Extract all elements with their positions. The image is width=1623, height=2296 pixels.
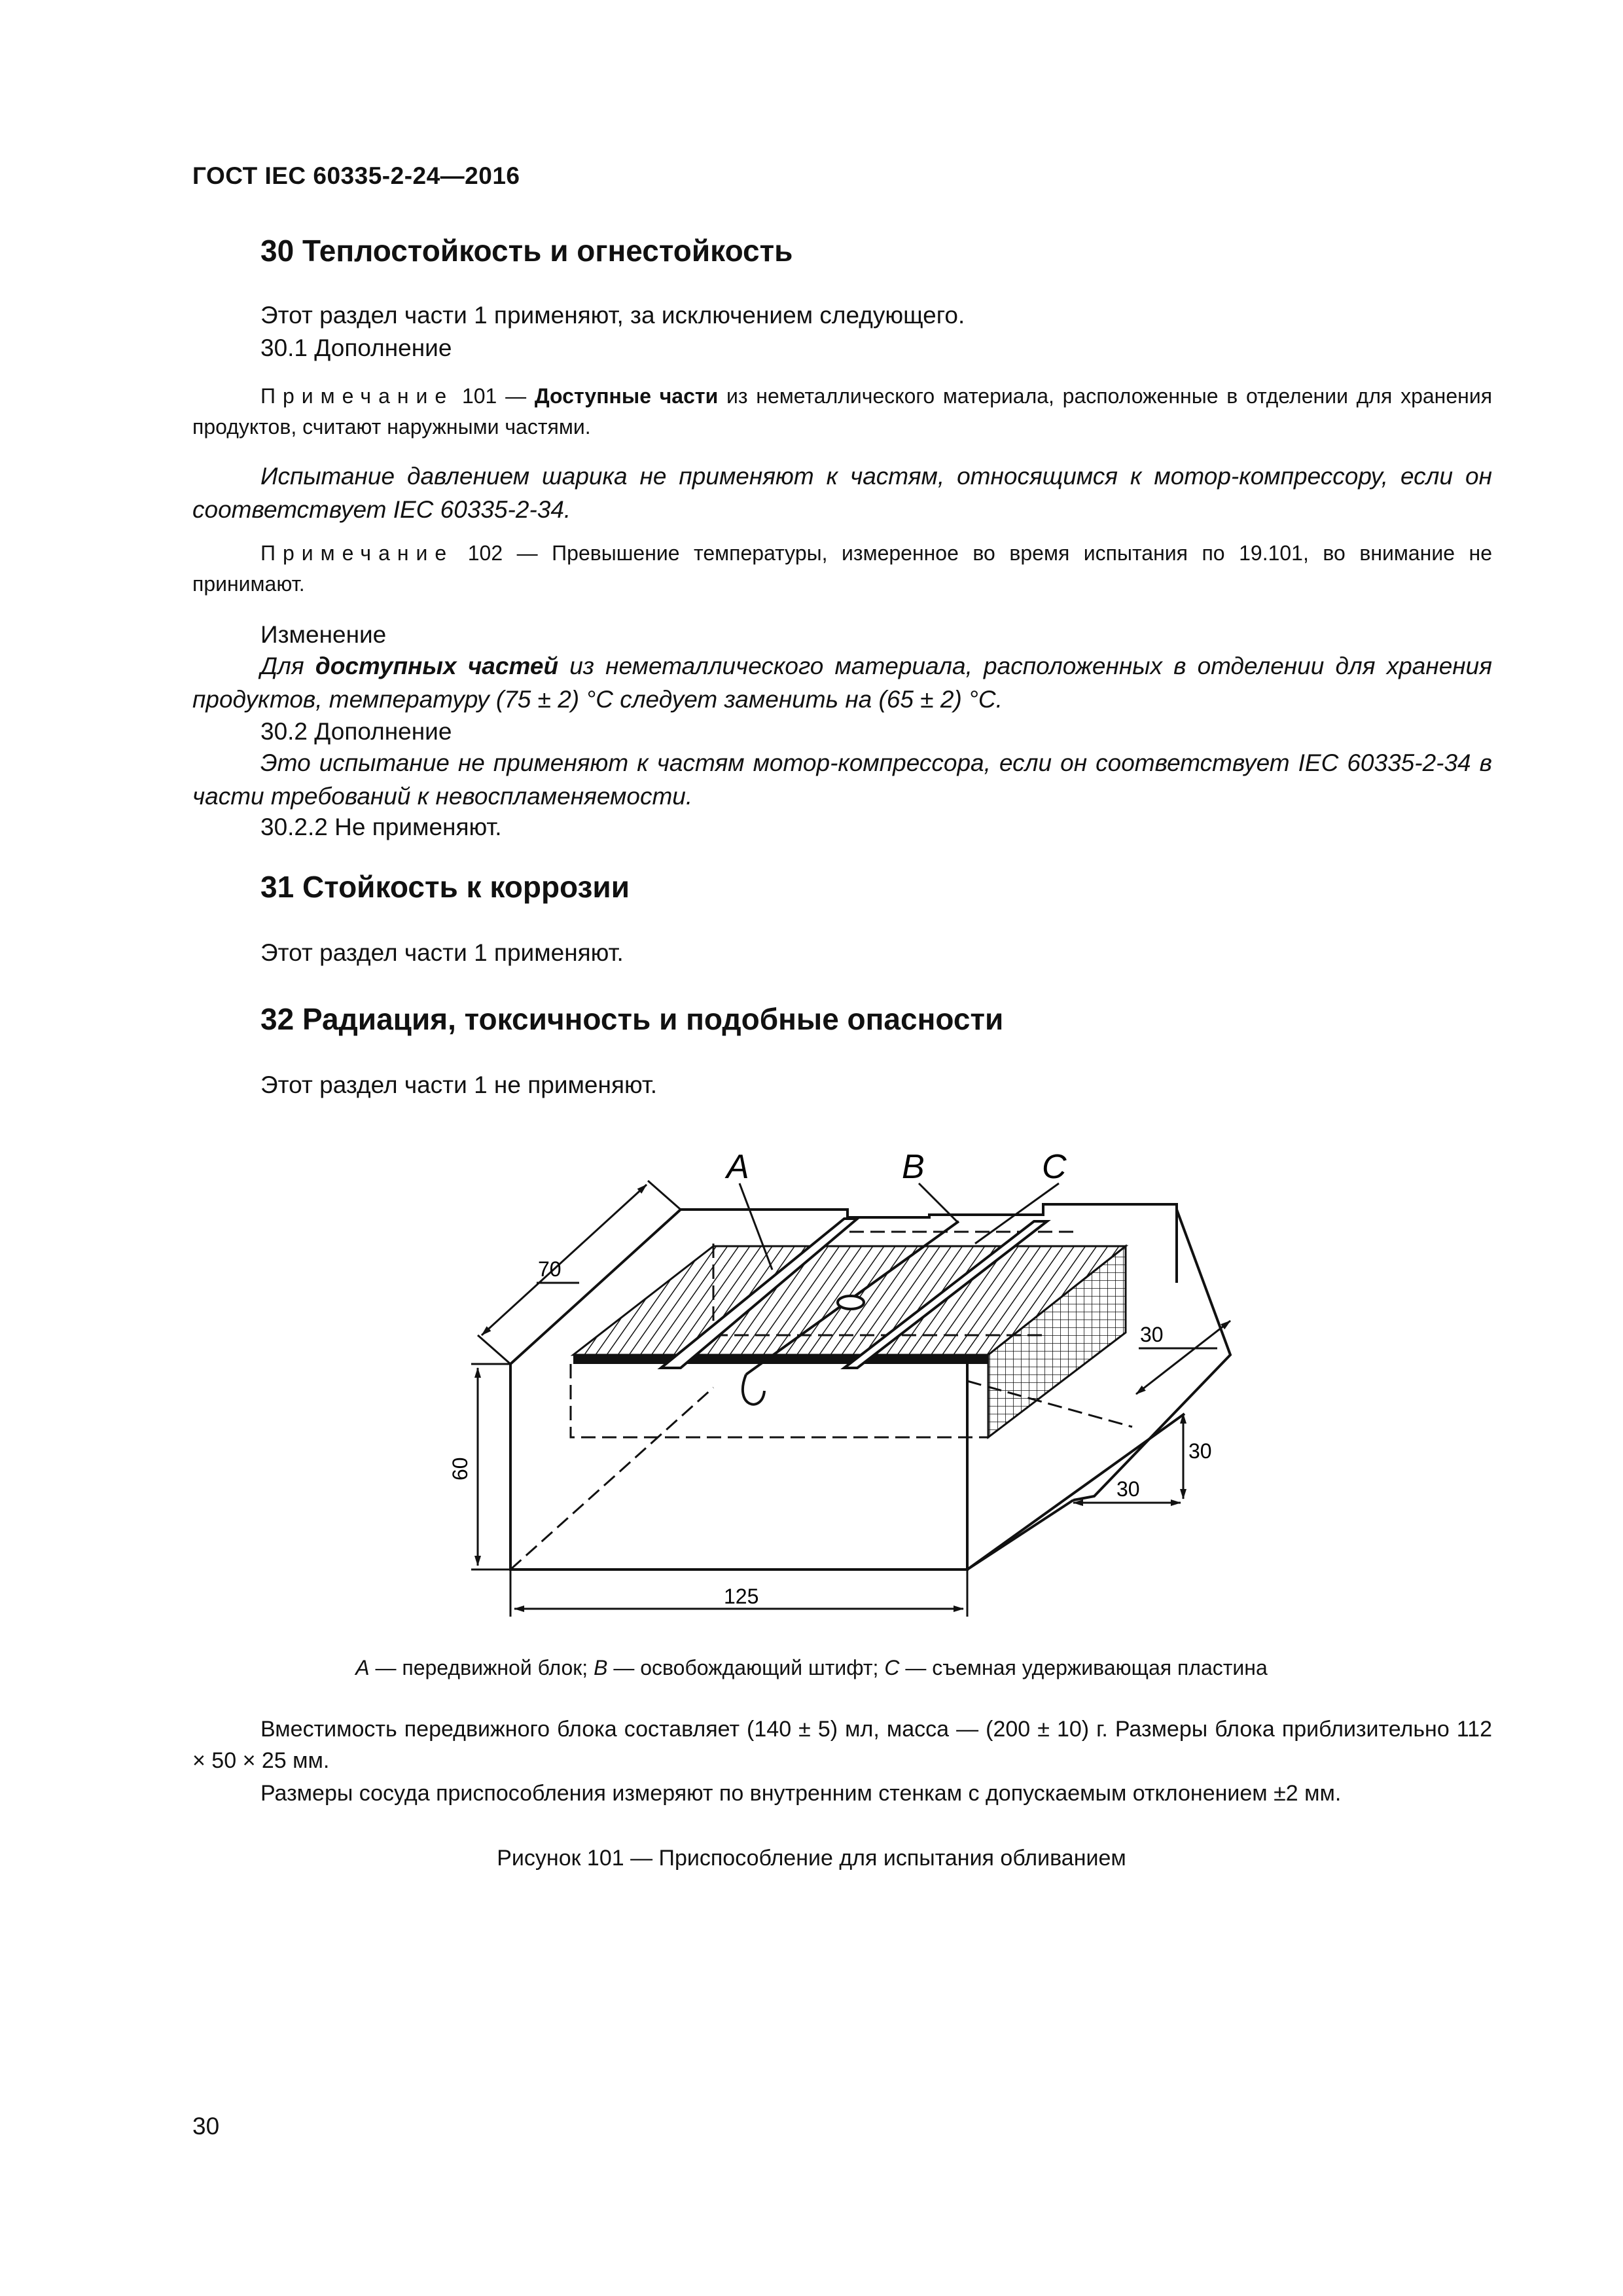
section-30-heading: 30 Теплостойкость и огнестойкость	[260, 234, 793, 268]
section-31-heading: 31 Стойкость к коррозии	[260, 870, 630, 904]
box-slope-bottom	[967, 1500, 1073, 1570]
figure-caption: Рисунок 101 — Приспособление для испытания обливанием	[497, 1846, 1126, 1871]
release-pin-clip	[838, 1296, 864, 1309]
note-101-text: из неметаллического материала, расположенные в отделении для хранения продуктов, считают наружными частями.	[192, 384, 1493, 439]
legend-a: A	[355, 1656, 370, 1679]
ball-pressure-paragraph: Испытание давлением шарика не применяют к частям, относящимся к мотор-компрессору, если он соответствует IEC 60335-2-34.	[192, 463, 1492, 523]
dim-30-top-label: 30	[1140, 1323, 1164, 1346]
box-front-face	[510, 1355, 967, 1570]
section-30-intro: Этот раздел части 1 применяют, за исключением следующего.	[260, 302, 965, 329]
label-b: B	[902, 1148, 925, 1186]
clause-30-1: 30.1 Дополнение	[260, 334, 452, 361]
section-31-text: Этот раздел части 1 применяют.	[260, 939, 624, 966]
dim-70-line	[482, 1185, 647, 1335]
dim-125-label: 125	[724, 1585, 759, 1608]
figure-legend	[0, 1656, 1623, 1680]
note-101-term: Доступные части	[534, 384, 719, 408]
page-number: 30	[192, 2113, 220, 2140]
sliding-block	[573, 1246, 1126, 1437]
section-32-text: Этот раздел части 1 не применяют.	[260, 1071, 658, 1098]
section-32-heading: 32 Радиация, токсичность и подобные опасности	[260, 1002, 1004, 1036]
flammability-paragraph: Это испытание не применяют к частям мотор-компрессора, если он соответствует IEC 60335-2-34 в части требований к невоспламеняемости.	[192, 749, 1492, 810]
change-term: доступных частей	[315, 653, 559, 679]
change-pre: Для	[260, 653, 315, 679]
clause-30-2: 30.2 Дополнение	[260, 718, 452, 745]
change-post: из неметаллического материала, расположенных в отделении для хранения продуктов, температуру (75 ± 2) °C следует заменить на (65 ± 2) °C.	[192, 653, 1493, 713]
legend-b: B	[594, 1656, 608, 1679]
label-a: A	[726, 1148, 749, 1186]
dim-30-vert-label: 30	[1188, 1439, 1212, 1463]
label-c: C	[1042, 1148, 1067, 1186]
release-pin-hook	[743, 1374, 764, 1405]
legend-a-text: — передвижной блок;	[369, 1656, 594, 1679]
note-101-number: 101 —	[454, 384, 535, 408]
dim-70-ext-back	[648, 1181, 681, 1210]
hidden-edge-1	[510, 1388, 713, 1570]
block-capacity-paragraph: Вместимость передвижного блока составляет (140 ± 5) мл, масса — (200 ± 10) г. Размеры блока приблизительно 112 × 50 × 25 мм.	[192, 1717, 1492, 1773]
clause-30-2-2: 30.2.2 Не применяют.	[260, 814, 502, 840]
dim-70-label: 70	[538, 1257, 562, 1281]
dim-70-ext-front	[478, 1335, 510, 1364]
note-102-text: 102 — Превышение температуры, измеренное во время испытания по 19.101, во внимание не принимают.	[192, 541, 1492, 596]
dim-60-label: 60	[448, 1457, 472, 1480]
hidden-edge-2	[571, 1364, 988, 1437]
legend-c-text: — съемная удерживающая пластина	[899, 1656, 1268, 1679]
document-header: ГОСТ IEC 60335-2-24—2016	[192, 162, 520, 189]
change-label: Изменение	[260, 621, 387, 648]
legend-b-text: — освобождающий штифт;	[607, 1656, 885, 1679]
vessel-dimensions-paragraph: Размеры сосуда приспособления измеряют по внутренним стенкам с допускаемым отклонением ±2 мм.	[260, 1781, 1342, 1806]
note-102-label: Примечание	[260, 541, 454, 565]
legend-c: C	[884, 1656, 900, 1679]
note-101-label: Примечание	[260, 384, 454, 408]
dim-30-horiz-label: 30	[1116, 1477, 1140, 1501]
